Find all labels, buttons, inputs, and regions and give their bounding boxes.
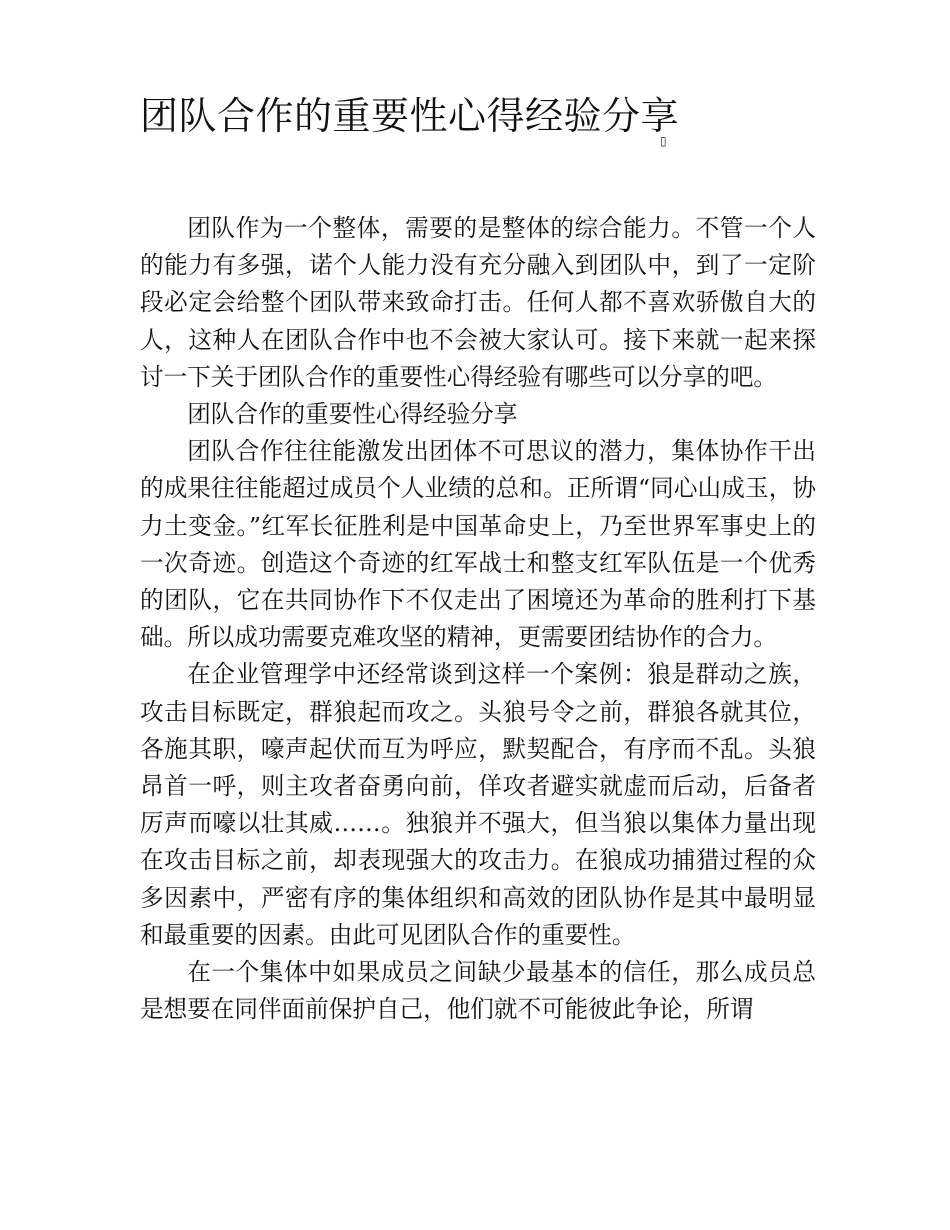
- paragraph-intro: 团队作为一个整体，需要的是整体的综合能力。不管一个人的能力有多强，诺个人能力没有充分融入到团队中，到了一定阶段必定会给整个团队带来致命打击。任何人都不喜欢骄傲自大的人，这种人在团队合作中也不会被大家认可。接下来就一起来探讨一下关于团队合作的重要性心得经验有哪些可以分享的吧。: [140, 214, 816, 391]
- placeholder-glyph: ▯: [660, 134, 667, 148]
- paragraph-wolf-case: 在企业管理学中还经常谈到这样一个案例：狼是群动之族，攻击目标既定，群狼起而攻之。头狼号令之前，群狼各就其位，各施其职，嚎声起伏而互为呼应，默契配合，有序而不乱。头狼昂首一呼，则主攻者奋勇向前，佯攻者避实就虚而后动，后备者厉声而嚎以壮其威……。独狼并不强大，但当狼以集体力量出现在攻击目标之前，却表现强大的攻击力。在狼成功捕猎过程的众多因素中，严密有序的集体组织和高效的团队协作是其中最明显和最重要的因素。由此可见团队合作的重要性。: [140, 660, 816, 949]
- document-title: 团队合作的重要性心得经验分享: [140, 94, 680, 138]
- paragraph-trust: 在一个集体中如果成员之间缺少最基本的信任，那么成员总是想要在同伴面前保护自己，他们就不可能彼此争论，所谓: [140, 958, 816, 1024]
- paragraph-red-army: 团队合作往往能激发出团体不可思议的潜力，集体协作干出的成果往往能超过成员个人业绩的总和。正所谓“同心山成玉，协力土变金。”红军长征胜利是中国革命史上，乃至世界军事史上的一次奇迹。创造这个奇迹的红军战士和整支红军队伍是一个优秀的团队，它在共同协作下不仅走出了困境还为革命的胜利打下基础。所以成功需要克难攻坚的精神，更需要团结协作的合力。: [140, 437, 816, 652]
- paragraph-heading: 团队合作的重要性心得经验分享: [187, 400, 518, 429]
- document-body: [140, 210, 816, 1028]
